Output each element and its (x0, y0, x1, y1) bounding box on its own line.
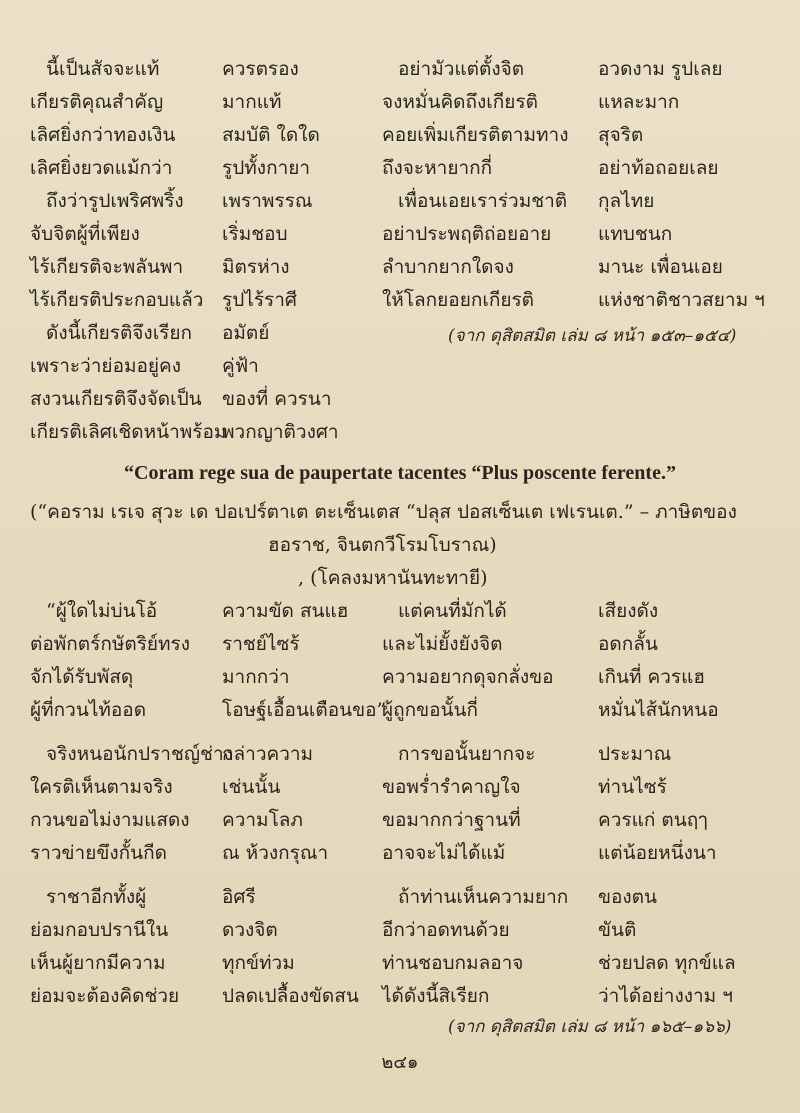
poem1-left-line-tail: พวกญาติวงศา (222, 421, 339, 443)
poem2-line-tail: มากกว่า (222, 666, 290, 688)
poem2-line-tail: ทุกข์ท่วม (222, 952, 295, 974)
poem2-line: กวนขอไม่งามแสดง (30, 809, 190, 831)
poem2-line: ราชาอีกทั้งผู้ (46, 886, 147, 908)
poem2-line: ถ้าท่านเห็นความยาก (398, 886, 569, 908)
poem1-left-line: เกียรติเลิศเชิดหน้าพร้อม (30, 421, 227, 443)
poem2-line: ได้ดังนี้สิเรียก (382, 985, 490, 1007)
poem2-line: ขอมากกว่าฐานที่ (382, 809, 521, 831)
poem1-left-line: ดังนี้เกียรติจึงเรียก (46, 322, 193, 344)
poem2-line: ย่อมจะต้องคิดช่วย (30, 985, 180, 1007)
poem1-right-line-tail: แห่งชาติชาวสยาม ฯ (598, 289, 765, 311)
poem2-line-tail: โอษฐ์เอื้อนเตือนขอ” (222, 699, 387, 721)
poem2-line: ความอยากดุจกลั่งขอ (382, 666, 554, 688)
poem1-left-line-tail: มากแท้ (222, 91, 282, 113)
poem1-right-line-tail: แทบชนก (598, 223, 673, 245)
poem2-line-tail: ปลดเปลื้องขัดสน (222, 985, 359, 1007)
poem1-right-line-tail: อย่าท้อถอยเลย (598, 157, 719, 179)
poem1-right-line: จงหมั่นคิดถึงเกียรติ (382, 91, 538, 113)
poem1-left-line: เพราะว่าย่อมอยู่คง (30, 355, 182, 377)
meter-title: , (โคลงมหานันทะทายี) (298, 567, 488, 589)
poem2-line: และไม่ยั้งยังจิต (382, 633, 503, 655)
poem2-line-tail: ประมาณ (598, 743, 672, 765)
poem2-line-tail: ของตน (598, 886, 658, 908)
poem1-right-line: อย่ามัวแต่ตั้งจิต (398, 58, 525, 80)
poem1-left-line-tail: อมัตย์ (222, 322, 270, 344)
poem1-left-line-tail: มิตรห่าง (222, 256, 290, 278)
poem1-right-line-tail: มานะ เพื่อนเอย (598, 256, 723, 278)
poem1-left-line-tail: รูปทั้งกายา (222, 157, 311, 179)
poem2-line: อีกว่าอดทนด้วย (382, 919, 510, 941)
poem2-line: ต่อพักตร์กษัตริย์ทรง (30, 633, 191, 655)
poem2-line-tail: ช่วยปลด ทุกข์แล (598, 952, 736, 974)
poem2-line-tail: ความขัด สนแฮ (222, 600, 349, 622)
poem1-left-line-tail: ของที่ ควรนา (222, 388, 332, 410)
transliteration-line: (“คอราม เรเจ สุวะ เด ปอเปร์ตาเต ตะเซ็นเตส “ปลุส ปอสเซ็นเต เฟเรนเต.” – ภาษิตของ (30, 501, 737, 523)
poem2-line-tail: ขันติ (598, 919, 637, 941)
poem2-line-tail: เกินที่ ควรแฮ (598, 666, 705, 688)
poem1-right-line-tail: แหละมาก (598, 91, 680, 113)
latin-quote: “Coram rege sua de paupertate tacentes “Plus poscente ferente.” (124, 462, 676, 484)
poem1-right-line: ลำบากยากใดจง (382, 256, 514, 278)
poem2-line-tail: ท่านไซร้ (598, 776, 667, 798)
poem2-line: การขอนั้นยากจะ (398, 743, 536, 765)
poem2-line-tail: เช่นนั้น (222, 776, 281, 798)
poem1-right-line-tail: กุลไทย (598, 190, 655, 212)
poem2-line: ท่านชอบกมลอาจ (382, 952, 524, 974)
poem2-line-tail: ความโลภ (222, 809, 303, 831)
poem1-right-line: เพื่อนเอยเราร่วมชาติ (398, 190, 568, 212)
poem1-citation: (จาก ดุสิตสมิต เล่ม ๘ หน้า ๑๕๓–๑๕๔) (448, 326, 737, 346)
poem2-line: ผู้ที่กวนไท้ออด (30, 699, 147, 721)
poem1-right-line-tail: สุจริต (598, 124, 644, 146)
poem1-right-line: ให้โลกยอยกเกียรติ (382, 289, 535, 311)
poem2-citation: (จาก ดุสิตสมิต เล่ม ๘ หน้า ๑๖๕–๑๖๖) (448, 1017, 732, 1037)
poem1-right-line: คอยเพิ่มเกียรติตามทาง (382, 124, 569, 146)
poem1-left-line: ไร้เกียรติประกอบแล้ว (30, 289, 204, 311)
poem2-line: เห็นผู้ยากมีความ (30, 952, 166, 974)
poem2-line: ย่อมกอบปรานีใน (30, 919, 169, 941)
page-number: ๒๔๑ (381, 1052, 419, 1073)
transliteration-line: ฮอราช, จินตกวีโรมโบราณ) (268, 534, 497, 556)
poem2-line-tail: ราชย์ไซร้ (222, 633, 300, 655)
poem1-left-line-tail: เพราพรรณ (222, 190, 313, 212)
poem2-line: ราวข่ายขึงกั้นกีด (30, 842, 167, 864)
poem2-line-tail: แต่น้อยหนึ่งนา (598, 842, 717, 864)
poem2-line: จริงหนอนักปราชญ์ช่าง (46, 743, 233, 765)
poem1-left-line: เกียรติคุณสำคัญ (30, 91, 164, 113)
poem1-left-line: เลิศยิ่งกว่าทองเงิน (30, 124, 176, 146)
poem1-right-line: อย่าประพฤติถ่อยอาย (382, 223, 552, 245)
poem1-left-line: สงวนเกียรติจึงจัดเป็น (30, 388, 202, 410)
poem2-line: ใครติเห็นตามจริง (30, 776, 173, 798)
poem2-line-tail: อิศรี (222, 886, 256, 908)
poem2-line-tail: กล่าวความ (222, 743, 314, 765)
poem1-left-line: เลิศยิ่งยวดแม้กว่า (30, 157, 173, 179)
poem1-left-line: ไร้เกียรติจะพลันพา (30, 256, 184, 278)
poem2-line: “ผู้ใดไม่บ่นโอ้ (46, 600, 158, 622)
poem2-line-tail: หมั่นไส้นักหนอ (598, 699, 719, 721)
poem2-line-tail: ณ ห้วงกรุณา (222, 842, 329, 864)
poem2-line-tail: เสียงดัง (598, 600, 659, 622)
poem2-line: ผู้ถูกขอนั้นกี่ (382, 699, 479, 721)
poem1-left-line-tail: เริ่มชอบ (222, 223, 288, 245)
poem2-line: ขอพร่ำรำคาญใจ (382, 776, 521, 798)
poem2-line-tail: อดกลั้น (598, 633, 658, 655)
poem2-line: จักได้รับพัสดุ (30, 666, 134, 688)
poem1-left-line: ถึงว่ารูปเพริศพริ้ง (46, 190, 184, 212)
poem1-right-line: ถึงจะหายากกี่ (382, 157, 493, 179)
poem2-line: อาจจะไม่ได้แม้ (382, 842, 506, 864)
poem1-left-line-tail: สมบัติ ใดใด (222, 124, 320, 146)
poem2-line-tail: ว่าได้อย่างงาม ฯ (598, 985, 733, 1007)
poem1-left-line: จับจิตผู้ที่เพียง (30, 223, 140, 245)
poem1-left-line-tail: คู่ฟ้า (222, 355, 259, 377)
poem2-line-tail: ควรแก่ ตนฤๅ (598, 809, 708, 831)
poem1-left-line-tail: รูปไร้ราศี (222, 289, 297, 311)
poem1-left-line-tail: ควรตรอง (222, 58, 299, 80)
poem1-left-line: นี้เป็นสัจจะแท้ (46, 58, 160, 80)
poem1-right-line-tail: อวดงาม รูปเลย (598, 58, 723, 80)
poem2-line: แต่คนที่มักได้ (398, 600, 507, 622)
poem2-line-tail: ดวงจิต (222, 919, 278, 941)
